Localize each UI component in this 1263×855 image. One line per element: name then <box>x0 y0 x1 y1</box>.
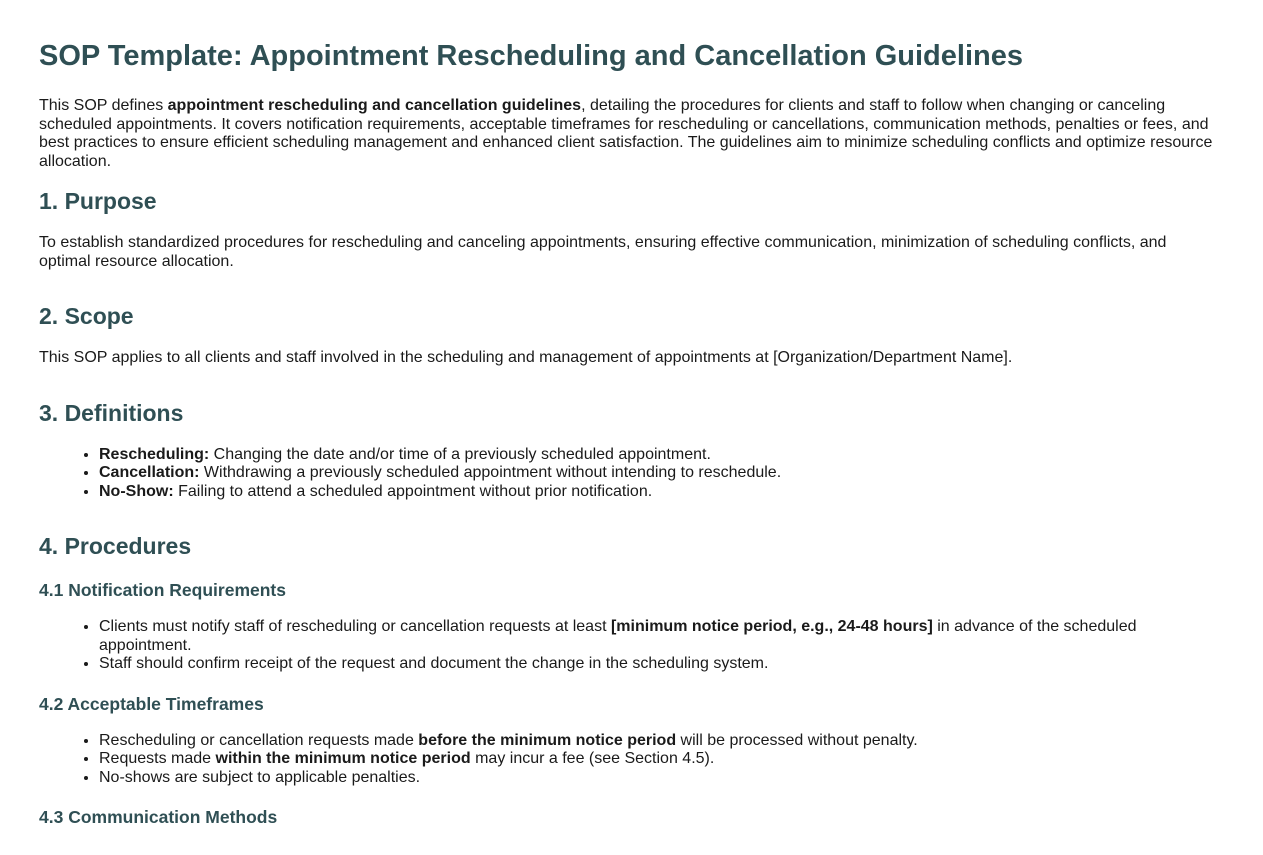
definitions-list <box>39 446 1215 502</box>
scope-paragraph: This SOP applies to all clients and staff involved in the scheduling and management of appointments at [Organization/Department Name]. <box>39 349 1013 366</box>
list-item <box>99 655 1215 674</box>
item-text-post: may incur a fee (see Section 4.5). <box>470 750 715 767</box>
intro-text-post: , detailing the procedures for clients and staff to follow when changing or canceling scheduled appointments. It covers notification requirements, acceptable timeframes for rescheduling or cancellations, communication methods, penalties or fees, and best practices to ensure efficient scheduling management and enhanced client satisfaction. The guidelines aim to minimize scheduling conflicts and optimize resource allocation. <box>39 97 1213 170</box>
acceptable-timeframes-list <box>39 732 1215 788</box>
notification-requirements-list <box>39 618 1215 674</box>
section-heading-purpose: 1. Purpose <box>39 188 157 214</box>
item-text-post: in advance of the scheduled appointment. <box>99 618 1137 654</box>
intro-text-pre: This SOP defines <box>39 97 168 114</box>
list-item <box>99 464 1215 483</box>
definition-text: Failing to attend a scheduled appointment without prior notification. <box>173 482 653 500</box>
definition-text: Withdrawing a previously scheduled appointment without intending to reschedule. <box>199 464 782 481</box>
item-text-pre: Clients must notify staff of rescheduling or cancellation requests at least <box>99 618 611 635</box>
section-heading-procedures: 4. Procedures <box>39 533 192 559</box>
intro-paragraph <box>39 97 1215 171</box>
section-heading-definitions: 3. Definitions <box>39 399 184 426</box>
item-text-pre: Rescheduling or cancellation requests made <box>99 731 419 749</box>
sop-document <box>0 40 1263 828</box>
definition-text: Changing the date and/or time of a previously scheduled appointment. <box>209 445 711 463</box>
item-text-pre: Staff should confirm receipt of the request and document the change in the scheduling system. <box>99 655 769 672</box>
page-title: SOP Template: Appointment Rescheduling and Cancellation Guidelines <box>39 40 1023 72</box>
section-heading-scope: 2. Scope <box>39 303 134 329</box>
intro-text-bold: appointment rescheduling and cancellation guidelines <box>167 97 582 114</box>
list-item <box>99 483 1215 502</box>
list-item <box>99 769 1215 788</box>
definition-term: No-Show: <box>99 482 174 500</box>
subsection-heading-communication-methods: 4.3 Communication Methods <box>39 807 278 827</box>
item-text-bold: before the minimum notice period <box>418 731 677 749</box>
subsection-heading-notification-requirements: 4.1 Notification Requirements <box>39 580 286 600</box>
list-item <box>99 618 1215 655</box>
list-item <box>99 750 1215 769</box>
item-text-pre: Requests made <box>99 750 216 767</box>
list-item <box>99 446 1215 465</box>
purpose-paragraph: To establish standardized procedures for rescheduling and canceling appointments, ensuring effective communication, minimization of scheduling conflicts, and optimal resource allocation. <box>39 234 1167 270</box>
definition-term: Cancellation: <box>99 464 200 481</box>
item-text-bold: [minimum notice period, e.g., 24-48 hours] <box>610 618 933 635</box>
definition-term: Rescheduling: <box>99 445 210 463</box>
item-text-bold: within the minimum notice period <box>215 750 471 767</box>
item-text-post: will be processed without penalty. <box>676 731 918 749</box>
item-text-pre: No-shows are subject to applicable penalties. <box>99 768 421 786</box>
list-item <box>99 732 1215 751</box>
subsection-heading-acceptable-timeframes: 4.2 Acceptable Timeframes <box>39 693 264 714</box>
